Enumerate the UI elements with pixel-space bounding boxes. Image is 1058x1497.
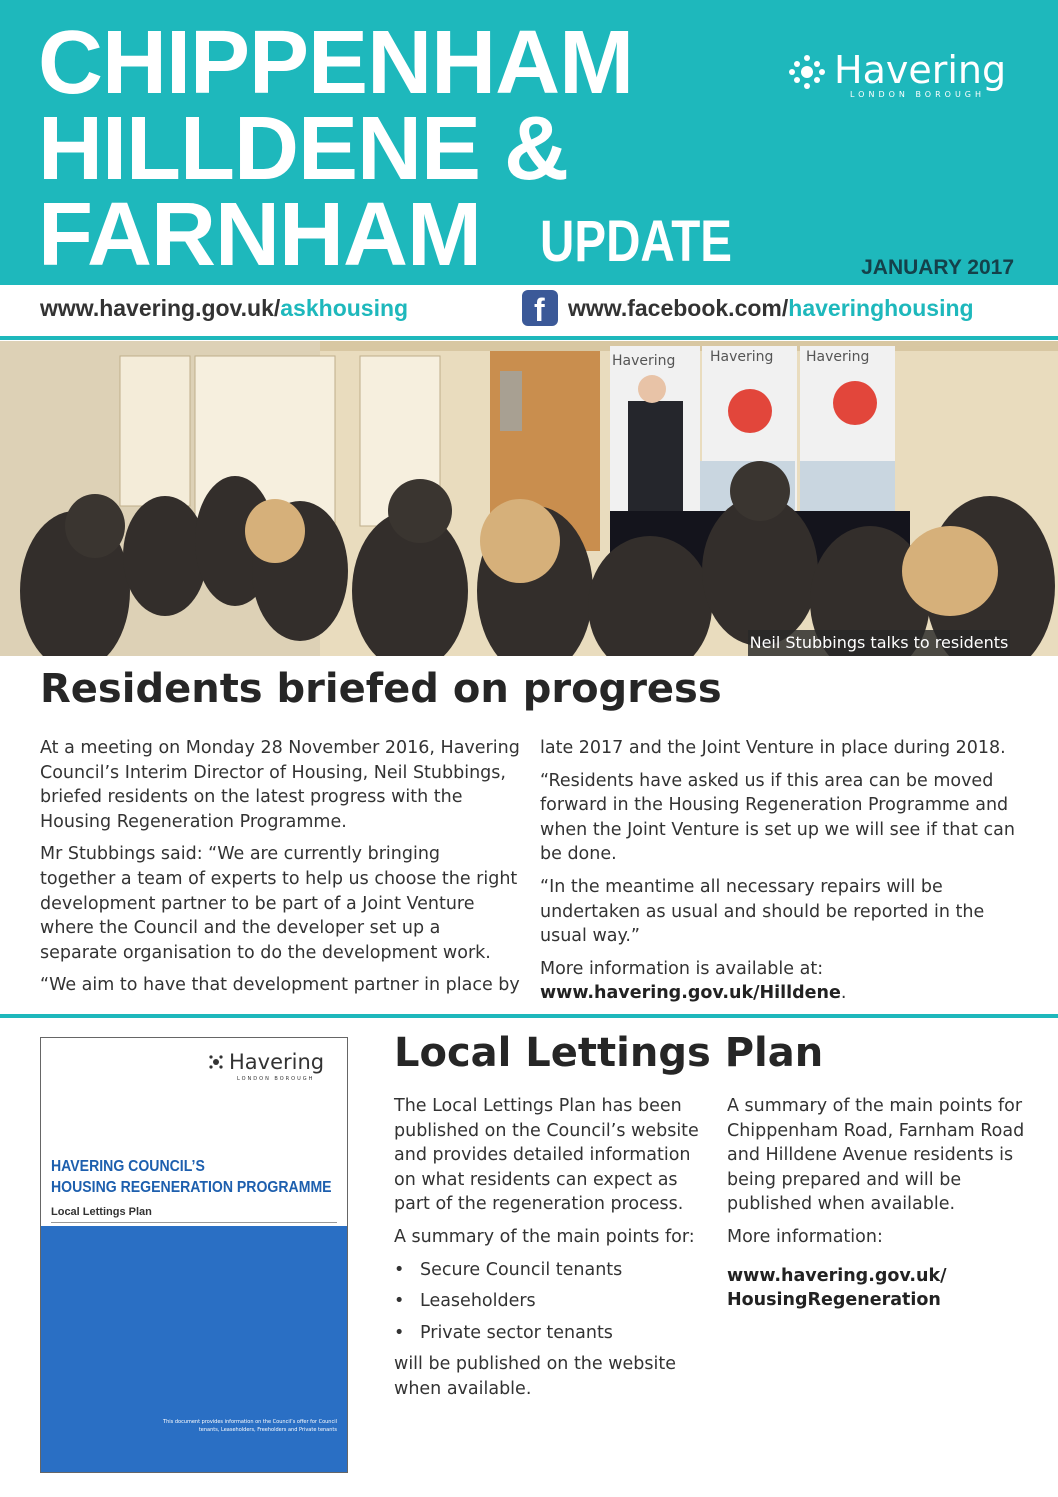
banner-brand-1: Havering xyxy=(612,353,676,369)
cover-subtitle: Local Lettings Plan xyxy=(51,1206,152,1218)
article1-column-1 xyxy=(40,736,520,1006)
askhousing-link-accent: askhousing xyxy=(280,295,409,321)
cover-logo-subtitle: LONDON BOROUGH xyxy=(237,1076,315,1082)
cover-title xyxy=(51,1156,332,1198)
article1-paragraph: “In the meantime all necessary repairs will be undertaken as usual and should be reported in the usual way.” xyxy=(540,876,985,947)
facebook-link-accent: haveringhousing xyxy=(788,295,974,321)
article1-paragraph: “We aim to have that development partner in place by xyxy=(40,975,520,996)
link-period: . xyxy=(840,983,847,1004)
meeting-photo-illustration xyxy=(0,341,1058,656)
title-line-2: HILLDENE & xyxy=(38,99,568,199)
cover-note: This document provides information on the Council’s offer for Council tenants, Leaseholders, Freeholders and Private tenants xyxy=(163,1419,337,1433)
lettings-plan-cover xyxy=(40,1037,348,1473)
article1-paragraph: “Residents have asked us if this area can be moved forward in the Housing Regeneration Programme and when the Joint Venture is set up we will see if that can be done. xyxy=(540,770,1015,865)
list-item: • Leaseholders xyxy=(394,1289,704,1314)
article1-paragraph: At a meeting on Monday 28 November 2016, Havering Council’s Interim Director of Housing, Neil Stubbings, briefed residents on the latest progress with the Housing Regeneration Programme. xyxy=(40,738,520,832)
article2-paragraph: will be published on the website when available. xyxy=(394,1354,677,1399)
cover-blue-panel xyxy=(41,1226,347,1472)
title-line-1: CHIPPENHAM xyxy=(38,13,634,113)
crest-icon xyxy=(207,1053,225,1071)
askhousing-link[interactable] xyxy=(40,295,408,322)
top-divider xyxy=(0,336,1058,340)
article1-column-2 xyxy=(540,736,1020,1014)
banner-brand-3: Havering xyxy=(806,349,870,365)
hilldene-link[interactable]: www.havering.gov.uk/Hilldene xyxy=(540,983,841,1004)
cover-logo-name: Havering xyxy=(229,1050,325,1074)
photo-caption: Neil Stubbings talks to residents xyxy=(748,630,1010,656)
article2-paragraph: The Local Lettings Plan has been published on the Council’s website and provides detailed information on what residents can expect as part of the regeneration process. xyxy=(394,1096,699,1215)
article1-paragraph: Mr Stubbings said: “We are currently bringing together a team of experts to help us choose the right development partner to be part of a Joint Venture where the Council and the developer set up a separate organisation to do the development work. xyxy=(40,844,518,963)
facebook-link[interactable] xyxy=(568,295,974,322)
title-line-3: FARNHAM xyxy=(38,185,481,285)
article1-paragraph: More information is available at: xyxy=(540,958,824,979)
cover-title-line-1: HAVERING COUNCIL’S xyxy=(51,1158,205,1175)
banner-brand-2: Havering xyxy=(710,349,774,365)
update-label: UPDATE xyxy=(540,209,733,274)
crest-icon xyxy=(786,52,828,92)
lettings-headline: Local Lettings Plan xyxy=(394,1030,824,1076)
havering-logo xyxy=(786,48,1026,104)
tenant-list xyxy=(394,1258,704,1346)
regeneration-link[interactable] xyxy=(727,1264,1027,1313)
cover-title-line-2: HOUSING REGENERATION PROGRAMME xyxy=(51,1179,332,1196)
logo-subtitle: LONDON BOROUGH xyxy=(850,90,986,99)
issue-date: JANUARY 2017 xyxy=(861,256,1014,279)
cover-logo xyxy=(207,1050,347,1090)
cover-rule xyxy=(51,1222,337,1223)
article2-paragraph: A summary of the main points for Chippenham Road, Farnham Road and Hilldene Avenue residents is being prepared and will be published when available. xyxy=(727,1096,1025,1215)
article2-column-2 xyxy=(727,1094,1027,1321)
regeneration-link-line-1: www.havering.gov.uk/ xyxy=(727,1265,947,1286)
masthead xyxy=(0,0,1058,285)
logo-name: Havering xyxy=(834,48,1007,92)
askhousing-link-prefix: www.havering.gov.uk/ xyxy=(40,295,281,321)
article2-paragraph: A summary of the main points for: xyxy=(394,1226,695,1247)
article2-paragraph: More information: xyxy=(727,1226,883,1247)
facebook-icon[interactable]: f xyxy=(522,290,558,326)
article1-paragraph: late 2017 and the Joint Venture in place during 2018. xyxy=(540,738,1006,758)
facebook-link-prefix: www.facebook.com/ xyxy=(568,295,789,321)
article-headline: Residents briefed on progress xyxy=(40,666,722,712)
list-item: • Secure Council tenants xyxy=(394,1258,704,1283)
article2-column-1 xyxy=(394,1094,704,1410)
meeting-photo xyxy=(0,341,1058,656)
regeneration-link-line-2: HousingRegeneration xyxy=(727,1290,941,1311)
list-item: • Private sector tenants xyxy=(394,1321,704,1346)
middle-divider xyxy=(0,1014,1058,1018)
